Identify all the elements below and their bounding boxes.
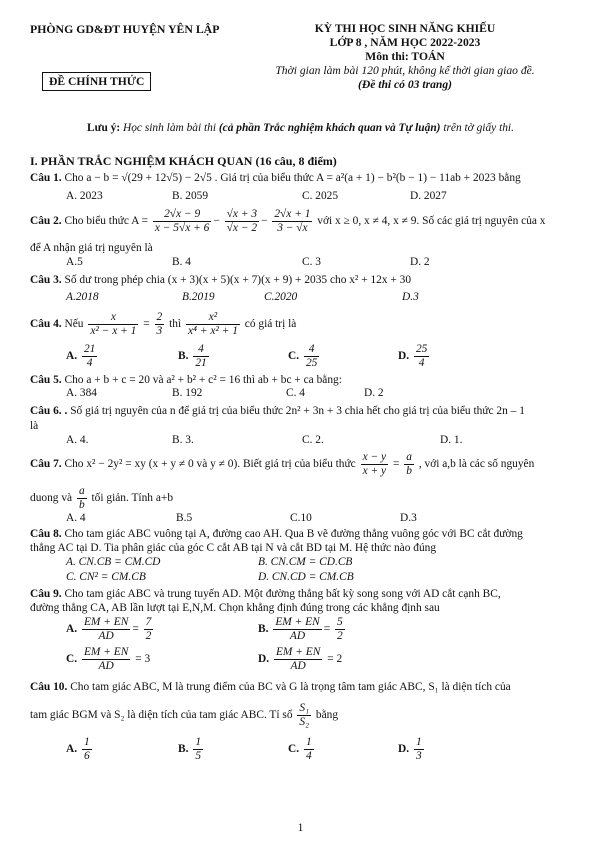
q7-fraction-1 <box>361 451 389 478</box>
q10-number: Câu 10. <box>30 681 68 693</box>
q7-text3: duong và <box>30 492 73 505</box>
q10-a-den: 6 <box>83 750 90 762</box>
q9-b-den: AD <box>289 630 306 642</box>
pages-note: (Đề thi có 03 trang) <box>357 78 453 91</box>
q4-b-num: 4 <box>193 343 208 357</box>
q3-option-a: A.2018 <box>66 291 99 303</box>
q2-fraction-1 <box>153 208 212 235</box>
q4-c-label: C. <box>288 350 300 363</box>
q10-option-a <box>66 736 94 763</box>
q9-c-label: C. <box>66 653 78 666</box>
q3-option-b: B.2019 <box>182 291 215 303</box>
q2-fraction-3 <box>272 208 312 235</box>
q2-text2: với x ≥ 0, x ≠ 4, x ≠ 9. Số các giá trị nguyên của x <box>317 215 546 228</box>
q7-fraction-2 <box>404 451 414 478</box>
q1-text: Cho a − b = √(29 + 12√5) − 2√5 . Giá trị của biểu thức A = a²(a + 1) − b²(b − 1) − 11ab + 2023 bằng <box>64 172 521 184</box>
q10-a-label: A. <box>66 743 78 756</box>
q9-option-b: B. $\frac{EM + EN}{AD}$ = $\frac{5}{2}$ <box>258 616 343 642</box>
q1-option-a: A. 2023 <box>66 190 103 202</box>
q9-number: Câu 9. <box>30 588 62 600</box>
q7-text4: tối giản. Tính a+b <box>91 492 174 505</box>
page-number: 1 <box>297 822 304 834</box>
q4-f2-den: 3 <box>156 325 163 337</box>
q4-a-den: 4 <box>86 357 93 369</box>
q10-d-den: 3 <box>415 750 422 762</box>
q10-option-b <box>178 736 205 763</box>
q3-option-c: C.2020 <box>264 291 298 303</box>
q9-b-rhs-den: 2 <box>336 630 343 642</box>
q7-eq: = <box>392 458 400 471</box>
q4-number: Câu 4. <box>30 318 62 331</box>
q4-text1: Nếu <box>64 318 84 331</box>
q9-c-lhs <box>82 646 130 673</box>
question-2: Câu 2. Cho biểu thức A = $\frac{2√x - 9}{x - 5√x + 6}$ − $\frac{√x + 3}{√x - 2}$ − $\frac{2√x + 1}{3 - √x}$ với x ≥ 0, x ≠ 4, x ≠ 9. Số các giá trị nguyên của x <box>30 208 546 234</box>
q1-number: Câu 1. <box>30 172 62 184</box>
q2-text1: Cho biểu thức A = <box>64 215 148 228</box>
q9-option-d <box>258 646 342 673</box>
q7-text1: Cho x² − 2y² = xy (x + y ≠ 0 và y ≠ 0). Biết giá trị của biểu thức <box>64 458 356 471</box>
q8-text2: thẳng AC tại D. Tia phân giác của góc C cắt AB tại N và cắt BD tại M. Hệ thức nào đúng <box>30 542 437 554</box>
q4-a-num: 21 <box>83 343 96 355</box>
q2-option-a: A.5 <box>66 256 83 268</box>
question-10 <box>30 680 580 695</box>
q9-a-rhs-num: 7 <box>145 616 152 628</box>
q2-option-c: C. 3 <box>302 256 321 268</box>
q7-text2: , với a,b là các số nguyên <box>418 458 535 471</box>
q6-text: Số giá trị nguyên của n để giá trị của biểu thức 2n² + 3n + 3 chia hết cho giá trị của biểu thức 2n – 1 <box>70 405 525 417</box>
q4-c-den: 25 <box>305 357 318 369</box>
q10-c-num: 1 <box>305 736 312 748</box>
section-title: I. PHẦN TRẮC NGHIỆM KHÁCH QUAN (16 câu, 8 điểm) <box>30 154 337 168</box>
q10-f-num: S₁ <box>299 702 310 714</box>
question-1 <box>30 171 580 186</box>
q9-a-lhs <box>82 616 130 643</box>
q4-c-fraction <box>304 343 319 370</box>
q10-text: Cho tam giác ABC, M là trung điểm của BC và G là trọng tâm tam giác ABC, S₁ là diện tích của <box>70 681 511 693</box>
q3-option-d: D.3 <box>402 291 419 303</box>
q9-a-rhs <box>144 616 154 643</box>
q7-option-d: D.3 <box>400 512 417 524</box>
q9-b-rhs <box>335 616 345 643</box>
q6-option-d: D. 1. <box>440 434 463 446</box>
q7-option-b: B.5 <box>176 512 193 524</box>
q9-a-rhs-den: 2 <box>145 630 152 642</box>
q9-b-label: B. <box>258 623 269 636</box>
q4-option-b <box>178 343 211 370</box>
note-text1: Học sinh làm bài thi <box>120 122 219 134</box>
q4-d-den: 4 <box>418 357 425 369</box>
exam-title: KỲ THI HỌC SINH NĂNG KHIẾU <box>314 22 496 35</box>
question-4 <box>30 311 580 338</box>
q5-number: Câu 5. <box>30 374 62 386</box>
q4-a-fraction <box>82 343 97 370</box>
q4-eq: = <box>143 318 150 331</box>
official-label: ĐỀ CHÍNH THỨC <box>42 72 151 91</box>
q4-c-num: 4 <box>304 343 319 357</box>
q9-a-label: A. <box>66 623 78 636</box>
q4-f3-num: x² <box>186 311 240 325</box>
q9-c-num: EM + EN <box>83 646 129 658</box>
q9-text: Cho tam giác ABC và trung tuyến AD. Một đường thẳng bất kỳ song song với AD cắt cạnh BC, <box>64 588 501 600</box>
q10-text2: tam giác BGM và S₂ là diện tích của tam giác ABC. Tỉ số <box>30 709 293 722</box>
q3-text: Số dư trong phép chia (x + 3)(x + 5)(x + 7)(x + 9) + 2035 cho x² + 12x + 30 <box>64 274 412 286</box>
q2-f2-den: √x − 2 <box>226 222 258 234</box>
q6-option-a: A. 4. <box>66 434 89 446</box>
q4-option-c <box>288 343 321 370</box>
q7-option-c: C.10 <box>290 512 312 524</box>
q4-fraction-3 <box>186 311 240 338</box>
q1-option-c: C. 2025 <box>302 190 339 202</box>
q4-fraction-2 <box>155 311 165 338</box>
q10-a-fraction <box>82 736 92 763</box>
q5-text: Cho a + b + c = 20 và a² + b² + c² = 16 thì ab + bc + ca bằng: <box>64 374 342 386</box>
question-8 <box>30 527 580 542</box>
q7-option-a: A. 4 <box>66 512 86 524</box>
q10-d-label: D. <box>398 743 410 756</box>
q6-option-b: B. 3. <box>172 434 194 446</box>
q7-f-den: x + y <box>362 465 387 477</box>
q5-option-d: D. 2 <box>364 387 384 399</box>
q10-option-d <box>398 736 426 763</box>
q2-f2-num: √x + 3 <box>226 208 258 220</box>
q5-option-b: B. 192 <box>172 387 203 399</box>
q7-fraction-3 <box>77 485 87 512</box>
q5-option-a: A. 384 <box>66 387 98 399</box>
q8-text: Cho tam giác ABC vuông tại A, đường cao AH. Qua B vẽ đường thẳng vuông góc với BC cắt đường <box>64 528 523 540</box>
q10-c-label: C. <box>288 743 300 756</box>
q4-f2-num: 2 <box>156 311 163 323</box>
question-3 <box>30 273 580 288</box>
q10-line2 <box>30 702 580 729</box>
q10-b-fraction <box>193 736 203 763</box>
q10-fraction <box>297 702 311 729</box>
q10-text3: bằng <box>315 709 339 722</box>
question-5 <box>30 373 580 388</box>
q4-f1-den: x² − x + 1 <box>90 325 137 337</box>
department-name: PHÒNG GD&ĐT HUYỆN YÊN LẬP <box>30 22 220 36</box>
question-7 <box>30 451 580 478</box>
note-label: Lưu ý: <box>87 122 121 134</box>
q9-option-c <box>66 646 150 673</box>
q2-text3: để A nhận giá trị nguyên là <box>30 242 153 254</box>
q10-b-den: 5 <box>195 750 202 762</box>
q10-b-label: B. <box>178 743 189 756</box>
q10-d-num: 1 <box>415 736 422 748</box>
q4-option-a <box>66 343 99 370</box>
q8-option-a: A. CN.CB = CM.CD <box>66 556 161 568</box>
q2-number: Câu 2. <box>30 215 62 228</box>
q4-d-label: D. <box>398 350 410 363</box>
q4-a-label: A. <box>66 350 78 363</box>
q6-number: Câu 6. . <box>30 405 68 417</box>
q7-f-num: x − y <box>362 451 387 463</box>
q7-g-den: b <box>406 465 412 477</box>
q4-option-d <box>398 343 431 370</box>
q7-line2 <box>30 485 580 512</box>
q4-fraction-1 <box>88 311 138 338</box>
q1-option-d: D. 2027 <box>410 190 447 202</box>
q4-b-fraction <box>193 343 208 370</box>
q10-option-c <box>288 736 316 763</box>
q4-f1-num: x <box>88 311 138 325</box>
q9-option-a: A. $\frac{EM + EN}{AD}$ = $\frac{7}{2}$ <box>66 616 152 642</box>
subject: Môn thi: TOÁN <box>365 50 445 63</box>
q9-a-num: EM + EN <box>83 616 129 628</box>
q2-f1-den: x − 5√x + 6 <box>154 222 210 234</box>
exam-header <box>220 22 590 92</box>
q10-d-fraction <box>414 736 424 763</box>
q4-d-num: 25 <box>415 343 428 355</box>
q9-a-den: AD <box>98 630 114 642</box>
q2-f3-num: 2√x + 1 <box>274 208 311 220</box>
q7-g-num: a <box>406 451 412 463</box>
time-note: Thời gian làm bài 120 phút, không kể thời gian giao đề. <box>275 64 535 77</box>
q9-b-num: EM + EN <box>275 616 320 628</box>
q6-text2: là <box>30 420 39 432</box>
q9-b-lhs <box>273 616 321 643</box>
q1-option-b: B. 2059 <box>172 190 209 202</box>
q9-c-den: AD <box>98 660 114 672</box>
grade-year: LỚP 8 , NĂM HỌC 2022-2023 <box>329 36 481 49</box>
q9-text2: đường thẳng CA, AB lần lượt tại E,N,M. Chọn khẳng định đúng trong các khẳng định sau <box>30 602 440 614</box>
q7-h-den: b <box>78 499 85 511</box>
q7-h-num: a <box>78 485 85 497</box>
q9-d-num: EM + EN <box>275 646 321 658</box>
q9-d-label: D. <box>258 653 270 666</box>
q5-option-c: C. 4 <box>286 387 305 399</box>
q10-c-fraction <box>304 736 314 763</box>
q7-number: Câu 7. <box>30 458 62 471</box>
q9-d-rhs: = 2 <box>327 653 343 666</box>
q3-number: Câu 3. <box>30 274 62 286</box>
q2-option-d: D. 2 <box>410 256 430 268</box>
q9-b-rhs-num: 5 <box>336 616 343 628</box>
q9-c-rhs: = 3 <box>135 653 151 666</box>
q8-option-d: D. CN.CD = CM.CB <box>258 571 354 583</box>
q2-f3-den: 3 − √x <box>277 222 308 234</box>
q6-option-c: C. 2. <box>302 434 324 446</box>
q4-b-label: B. <box>178 350 189 363</box>
q8-number: Câu 8. <box>30 528 62 540</box>
q2-f1-num: 2√x − 9 <box>153 208 212 222</box>
q8-option-b: B. CN.CM = CD.CB <box>258 556 353 568</box>
q10-a-num: 1 <box>83 736 90 748</box>
q4-f3-den: x⁴ + x² + 1 <box>187 325 238 337</box>
q10-f-den: S₂ <box>299 716 310 728</box>
q2-option-b: B. 4 <box>172 256 191 268</box>
question-6 <box>30 404 580 419</box>
q2-fraction-2 <box>225 208 259 235</box>
instruction-note <box>0 122 601 134</box>
q9-d-lhs <box>274 646 322 673</box>
note-text2: (cả phần Trắc nghiệm khách quan và Tự luận) <box>218 122 441 134</box>
q8-option-c: C. CN² = CM.CB <box>66 571 146 583</box>
q4-d-fraction <box>414 343 429 370</box>
q4-text3: có giá trị là <box>244 318 297 331</box>
q10-b-num: 1 <box>195 736 202 748</box>
q9-d-den: AD <box>290 660 306 672</box>
note-text3: trên tờ giấy thi. <box>440 122 514 134</box>
q4-text2: thì <box>169 318 182 331</box>
q10-c-den: 4 <box>305 750 312 762</box>
question-9 <box>30 587 580 602</box>
q4-b-den: 21 <box>195 357 207 369</box>
